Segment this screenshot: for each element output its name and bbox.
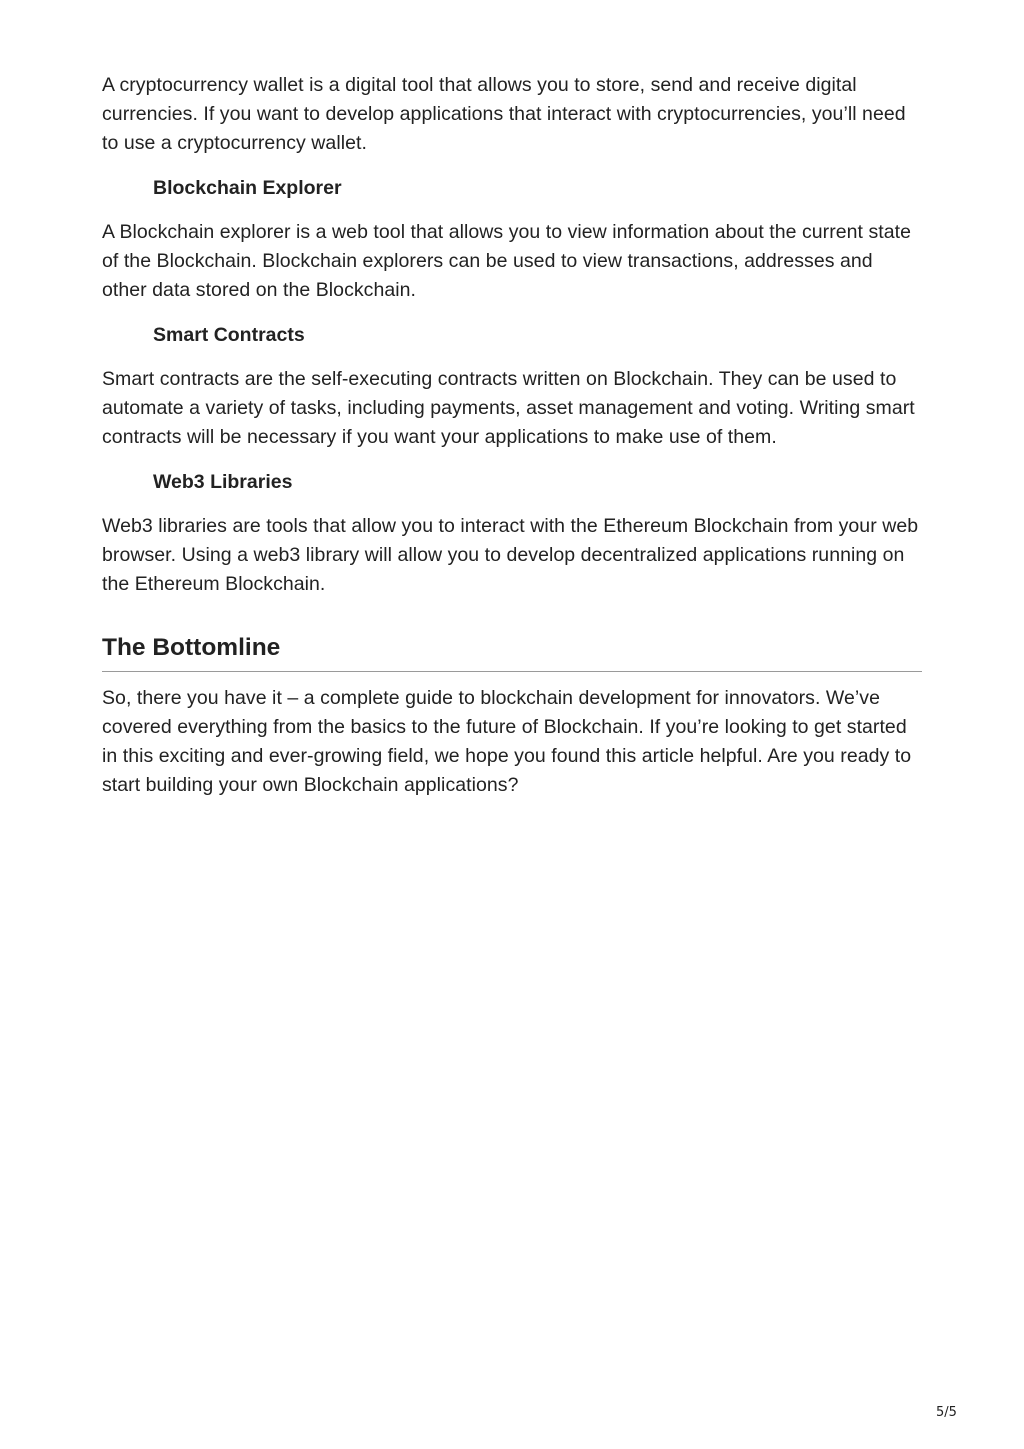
paragraph-crypto-wallet: A cryptocurrency wallet is a digital tool that allows you to store, send and receive digital currencies. If you want to develop applications that interact with cryptocurrencies, you’ll need to use a cryptocurrency wallet. (102, 74, 906, 154)
paragraph-web3-libraries: Web3 libraries are tools that allow you to interact with the Ethereum Blockchain from your web browser. Using a web3 library will allow you to develop decentralized applications running on the Ethereum Blockchain. (102, 515, 919, 595)
paragraph-smart-contracts: Smart contracts are the self-executing contracts written on Blockchain. They can be used to automate a variety of tasks, including payments, asset management and voting. Writing smart contracts will be necessary if you want your applications to make use of them. (102, 368, 915, 448)
section-title-bottomline: The Bottomline (102, 633, 922, 672)
heading-blockchain-explorer: Blockchain Explorer (153, 177, 342, 199)
heading-smart-contracts: Smart Contracts (153, 324, 305, 346)
heading-web3-libraries: Web3 Libraries (153, 471, 293, 493)
page-number: 5/5 (936, 1405, 957, 1420)
paragraph-blockchain-explorer: A Blockchain explorer is a web tool that allows you to view information about the current state of the Blockchain. Blockchain explorers can be used to view transactions, addresses and other data stored on the Blockchain. (102, 221, 912, 301)
document-body (102, 71, 922, 818)
paragraph-bottomline: So, there you have it – a complete guide to blockchain development for innovators. We’ve covered everything from the basics to the future of Blockchain. If you’re looking to get started in this exciting and ever-growing field, we hope you found this article helpful. Are you ready to start building your own Blockchain applications? (102, 687, 912, 796)
